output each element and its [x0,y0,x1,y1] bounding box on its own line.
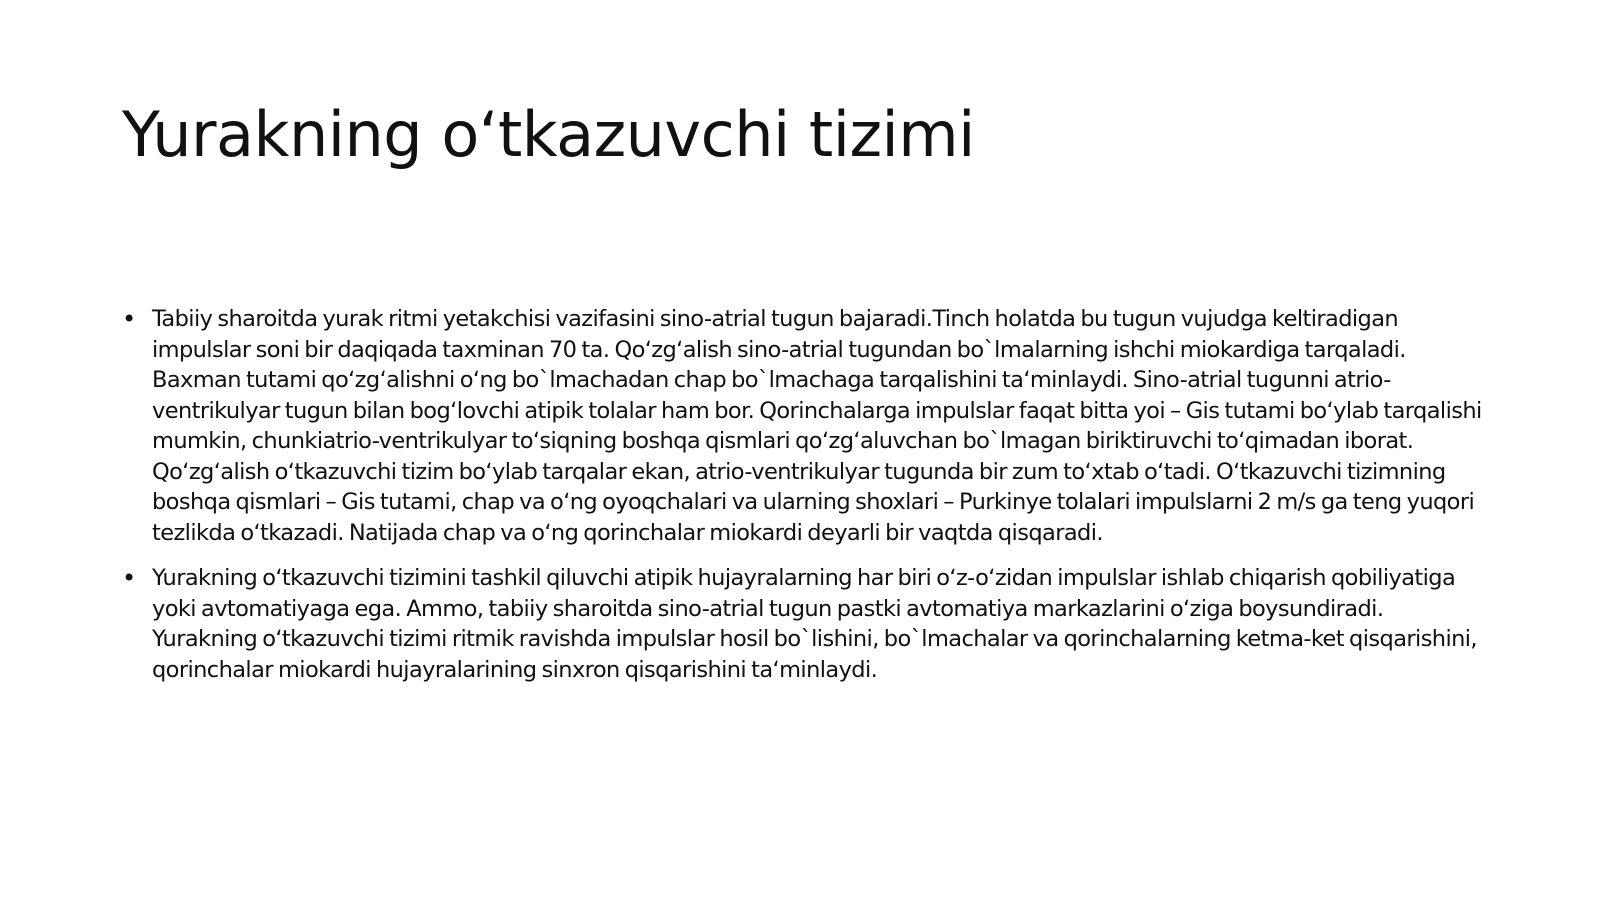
bullet-item-2 [118,563,1490,685]
bullet-dot-icon: • [122,305,137,333]
bullet-list [118,304,1490,700]
slide-title: Yurakning oʻtkazuvchi tizimi [122,98,975,171]
bullet-dot-icon: • [122,564,137,592]
bullet-text: Yurakning oʻtkazuvchi tizimini tashkil qiluvchi atipik hujayralarning har biri oʻz-oʻzidan impulslar ishlab chiqarish qobiliyatiga yoki avtomatiyaga ega. Ammo, tabiiy sharoitda sino-atrial tugun pastki avtomatiya markazlarini oʻziga boysundiradi. Yurakning oʻtkazuvchi tizimi ritmik ravishda impulslar hosil bo`lishini, bo`lmachalar va qorinchalarning ketma-ket qisqarishini, qorinchalar miokardi hujayralarining sinxron qisqarishini taʻminlaydi. [152,565,1477,683]
bullet-item-1 [118,304,1490,548]
bullet-text: Tabiiy sharoitda yurak ritmi yetakchisi vazifasini sino-atrial tugun bajaradi.Tinch holatda bu tugun vujudga keltiradigan impulslar soni bir daqiqada taxminan 70 ta. Qoʻzgʻalish sino-atrial tugundan bo`lmalarning ishchi miokardiga tarqaladi. Baxman tutami qoʻzgʻalishni oʻng bo`lmachadan chap bo`lmachaga tarqalishini taʻminlaydi. Sino-atrial tugunni atrio-ventrikulyar tugun bilan bogʻlovchi atipik tolalar ham bor. Qorinchalarga impulslar faqat bitta yoi – Gis tutami boʻylab tarqalishi mumkin, chunkiatrio-ventrikulyar toʻsiqning boshqa qismlari qoʻzgʻaluvchan bo`lmagan biriktiruvchi toʻqimadan iborat. Qoʻzgʻalish oʻtkazuvchi tizim boʻylab tarqalar ekan, atrio-ventrikulyar tugunda bir zum toʻxtab oʻtadi. Oʻtkazuvchi tizimning boshqa qismlari – Gis tutami, chap va oʻng oyoqchalari va ularning shoxlari – Purkinye tolalari impulslarni 2 m/s ga teng yuqori tezlikda oʻtkazadi. Natijada chap va oʻng qorinchalar miokardi deyarli bir vaqtda qisqaradi. [152,306,1482,546]
